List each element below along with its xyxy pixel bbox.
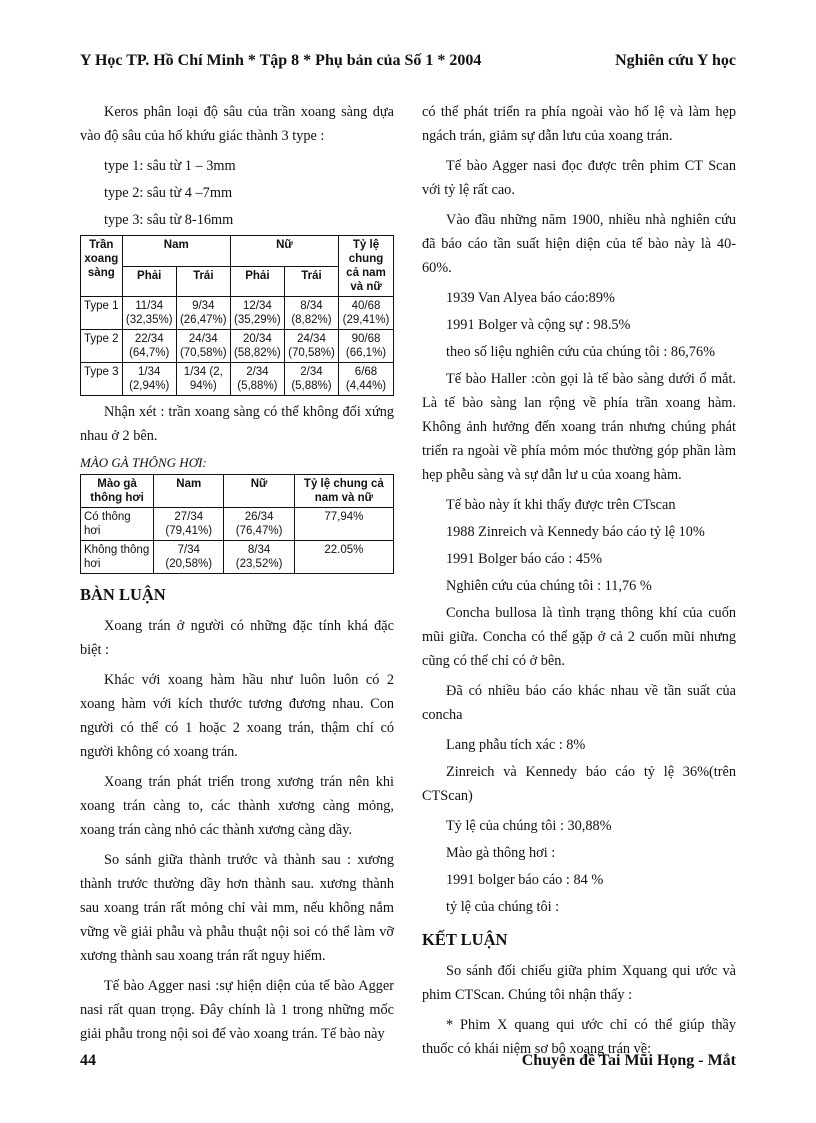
left-column bbox=[80, 100, 394, 1052]
table-header: Nữ bbox=[224, 475, 294, 508]
paragraph: Xoang trán ở người có những đặc tính khá đặc biệt : bbox=[80, 618, 394, 658]
table-row bbox=[81, 541, 394, 574]
type-line: type 3: sâu từ 8-16mm bbox=[104, 212, 234, 228]
table-cell: Không thông hơi bbox=[81, 541, 154, 574]
paragraph: * Phim X quang qui ước chỉ có thể giúp thầy thuốc có khái niệm sơ bộ xoang trán về: bbox=[422, 1017, 736, 1057]
table-header: Nam bbox=[122, 236, 230, 267]
section-heading: KẾT LUẬN bbox=[422, 930, 508, 949]
table-cell: 2/34 (5,88%) bbox=[230, 363, 284, 396]
paragraph: Vào đầu những năm 1900, nhiều nhà nghiên cứu đã báo cáo tần suất hiện diện của tế bào này là 40-60%. bbox=[422, 212, 736, 276]
table-cell: 12/34 (35,29%) bbox=[230, 297, 284, 330]
table-cell: 2/34 (5,88%) bbox=[284, 363, 338, 396]
table-cell: 11/34 (32,35%) bbox=[122, 297, 176, 330]
table-cell: 77,94% bbox=[294, 508, 393, 541]
paragraph: Concha bullosa là tình trạng thông khí của cuốn mũi giữa. Concha có thể gặp ở cả 2 cuốn mũi nhưng cũng có thể chỉ có ở bên. bbox=[422, 605, 736, 669]
footer-title: Chuyên đề Tai Mũi Họng - Mắt bbox=[521, 1052, 736, 1069]
table-header: Nữ bbox=[230, 236, 338, 267]
table-cell: 40/68 (29,41%) bbox=[339, 297, 394, 330]
table-header: Mào gà thông hơi bbox=[81, 475, 154, 508]
paragraph: Tế bào Haller :còn gọi là tế bào sàng dưới ổ mắt. Là tế bào sàng lan rộng về phía trần xoang hàm. Không ảnh hưởng đến xoang trán nhưng chúng phát triển ra ngoài về phía mỏm móc thường góp phần làm hẹp phễu sàng và sự dẫn lư u của xoang hàm. bbox=[422, 371, 736, 483]
stat-line: Lang phẫu tích xác : 8% bbox=[446, 737, 586, 753]
table-cell: 7/34 (20,58%) bbox=[154, 541, 224, 574]
stat-line: Mào gà thông hơi : bbox=[446, 845, 556, 861]
paragraph: Zinreich và Kennedy báo cáo tỷ lệ 36%(trên CTScan) bbox=[422, 764, 736, 804]
stat-line: 1991 Bolger và cộng sự : 98.5% bbox=[446, 317, 631, 333]
table-header: Trái bbox=[284, 266, 338, 297]
table-row bbox=[81, 508, 394, 541]
paragraph: Đã có nhiều báo cáo khác nhau về tần suất của concha bbox=[422, 683, 736, 723]
paragraph: So sánh đối chiếu giữa phim Xquang qui ước và phim CTScan. Chúng tôi nhận thấy : bbox=[422, 963, 736, 1003]
table-row bbox=[81, 330, 394, 363]
table-header: Tỷ lệ chung cả nam và nữ bbox=[294, 475, 393, 508]
table-cell: 27/34 (79,41%) bbox=[154, 508, 224, 541]
stat-line: 1939 Van Alyea báo cáo:89% bbox=[446, 290, 615, 306]
stat-line: theo số liệu nghiên cứu của chúng tôi : 86,76% bbox=[446, 344, 716, 360]
table-header: Trái bbox=[176, 266, 230, 297]
table-cell: 26/34 (76,47%) bbox=[224, 508, 294, 541]
stat-line: Nghiên cứu của chúng tôi : 11,76 % bbox=[446, 578, 652, 594]
table-cell: Type 3 bbox=[81, 363, 123, 396]
stat-line: 1991 Bolger báo cáo : 45% bbox=[446, 551, 603, 567]
right-column bbox=[422, 100, 736, 1067]
table-header: Tỷ lệ chung cả nam và nữ bbox=[339, 236, 394, 297]
table-cell: 1/34 (2,94%) bbox=[122, 363, 176, 396]
stat-line: tỷ lệ của chúng tôi : bbox=[446, 899, 560, 915]
table-cell: Type 2 bbox=[81, 330, 123, 363]
type-line: type 2: sâu từ 4 –7mm bbox=[104, 185, 233, 201]
crista-galli-table bbox=[80, 474, 394, 574]
journal-header: Y Học TP. Hồ Chí Minh * Tập 8 * Phụ bản của Số 1 * 2004 bbox=[80, 52, 482, 69]
paragraph: So sánh giữa thành trước và thành sau : xương thành trước thường dầy hơn thành sau. xương thành sau xoang trán rất mỏng chỉ vài mm, nếu không nắm vững về giải phẫu và phẫu thuật nội soi có thể làm vỡ xương thành sau xoang trán rất nguy hiểm. bbox=[80, 852, 394, 964]
table-cell: 90/68 (66,1%) bbox=[339, 330, 394, 363]
table-cell: 8/34 (23,52%) bbox=[224, 541, 294, 574]
stat-line: Tỷ lệ của chúng tôi : 30,88% bbox=[446, 818, 612, 834]
intro-paragraph: Keros phân loại độ sâu của trần xoang sàng dựa vào độ sâu của hố khứu giác thành 3 type : bbox=[80, 104, 394, 144]
paragraph: Tế bào Agger nasi :sự hiện diện của tế bào Agger nasi rất quan trọng. Đây chính là 1 trong những mốc giải phẫu trong nội soi để vào xoang trán. Tế bào này bbox=[80, 978, 394, 1042]
page-number: 44 bbox=[80, 1052, 96, 1069]
section-heading: BÀN LUẬN bbox=[80, 585, 166, 604]
table-cell: 22.05% bbox=[294, 541, 393, 574]
table-cell: Type 1 bbox=[81, 297, 123, 330]
table-cell: 24/34 (70,58%) bbox=[284, 330, 338, 363]
table-cell: 20/34 (58,82%) bbox=[230, 330, 284, 363]
table-cell: 24/34 (70,58%) bbox=[176, 330, 230, 363]
stat-line: 1988 Zinreich và Kennedy báo cáo tỷ lệ 10% bbox=[446, 524, 705, 540]
table-cell: 8/34 (8,82%) bbox=[284, 297, 338, 330]
type-line: type 1: sâu từ 1 – 3mm bbox=[104, 158, 236, 174]
table-header: Phải bbox=[122, 266, 176, 297]
table-row bbox=[81, 297, 394, 330]
ethmoid-roof-table bbox=[80, 235, 394, 396]
paragraph: Khác với xoang hàm hầu như luôn luôn có 2 xoang hàm với kích thước tương đương nhau. Con người có thể có 1 hoặc 2 xoang trán, thậm chí có người không có xoang trán. bbox=[80, 672, 394, 760]
section-header: Nghiên cứu Y học bbox=[615, 52, 736, 69]
remark-paragraph: Nhận xét : trần xoang sàng có thể không đối xứng nhau ở 2 bên. bbox=[80, 404, 394, 444]
paragraph: Xoang trán phát triển trong xương trán nên khi xoang trán càng to, các thành xương càng mỏng, xoang trán càng nhỏ các thành xương càng dầy. bbox=[80, 774, 394, 838]
table-cell: 6/68 (4,44%) bbox=[339, 363, 394, 396]
table-cell: Có thông hơi bbox=[81, 508, 154, 541]
table-header: Phải bbox=[230, 266, 284, 297]
table-header: Nam bbox=[154, 475, 224, 508]
stat-line: Tế bào này ít khi thấy được trên CTscan bbox=[446, 497, 676, 513]
table-header: Trần xoang sàng bbox=[81, 236, 123, 297]
table-cell: 9/34 (26,47%) bbox=[176, 297, 230, 330]
table-row bbox=[81, 363, 394, 396]
stat-line: 1991 bolger báo cáo : 84 % bbox=[446, 872, 604, 888]
subsection-heading: MÀO GÀ THÔNG HƠI: bbox=[80, 455, 207, 470]
paragraph: Tế bào Agger nasi đọc được trên phim CT Scan với tỷ lệ rất cao. bbox=[422, 158, 736, 198]
table-cell: 22/34 (64,7%) bbox=[122, 330, 176, 363]
table-cell: 1/34 (2, 94%) bbox=[176, 363, 230, 396]
paragraph: có thể phát triển ra phía ngoài vào hố lệ và làm hẹp ngách trán, giảm sự dẫn lưu của xoang trán. bbox=[422, 104, 736, 144]
